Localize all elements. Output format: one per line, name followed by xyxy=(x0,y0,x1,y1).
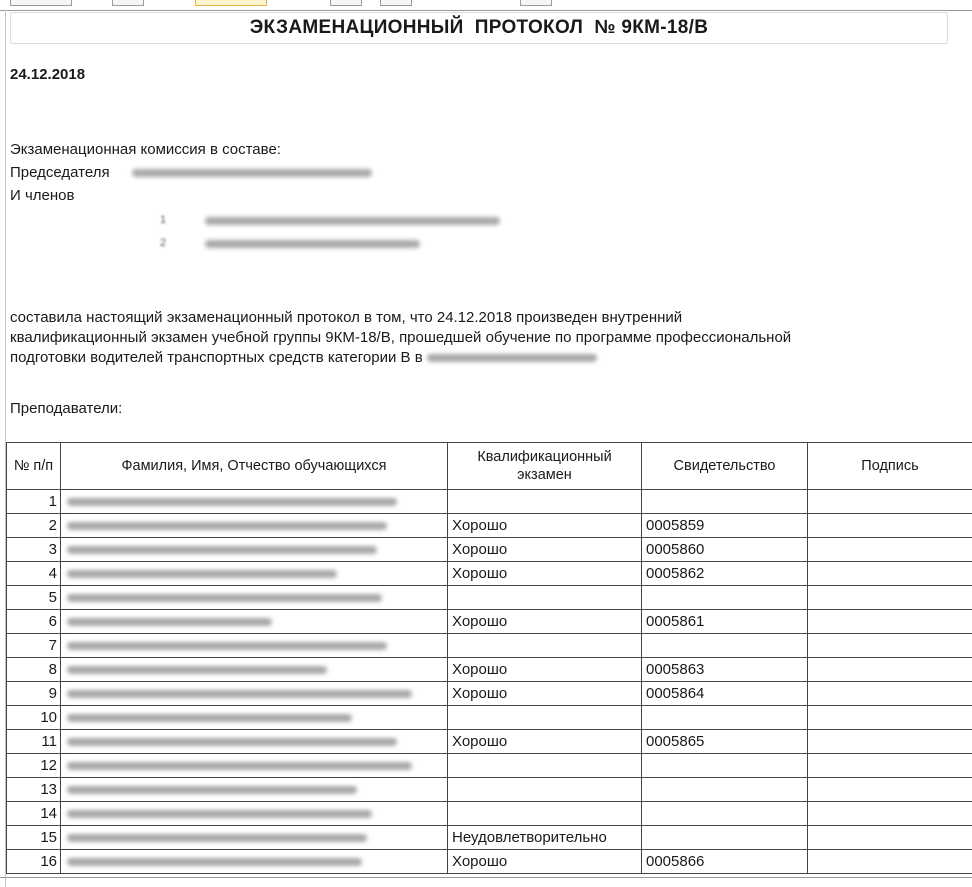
certificate-number: 0005864 xyxy=(642,682,808,706)
row-number: 12 xyxy=(7,754,61,778)
toolbar-tab[interactable] xyxy=(10,0,72,6)
member-number: 1 xyxy=(160,214,167,226)
header-number: № п/п xyxy=(7,443,61,490)
signature-cell xyxy=(808,586,972,610)
commission-label: Экзаменационная комиссия в составе: xyxy=(10,141,281,158)
exam-result xyxy=(448,634,642,658)
signature-cell xyxy=(808,682,972,706)
redacted-student-name xyxy=(67,666,327,674)
paragraph-line-text: подготовки водителей транспортных средств категории В в xyxy=(10,349,423,366)
exam-result: Хорошо xyxy=(448,538,642,562)
redacted-student-name xyxy=(67,642,387,650)
signature-cell xyxy=(808,658,972,682)
certificate-number: 0005859 xyxy=(642,514,808,538)
table-row xyxy=(7,586,972,610)
row-number: 1 xyxy=(7,490,61,514)
header-name: Фамилия, Имя, Отчество обучающихся xyxy=(61,443,448,490)
redacted-student-name xyxy=(67,810,372,818)
toolbar-tab[interactable] xyxy=(330,0,362,6)
student-name-cell xyxy=(61,514,448,538)
signature-cell xyxy=(808,730,972,754)
redacted-student-name xyxy=(67,594,382,602)
exam-result: Неудовлетворительно xyxy=(448,826,642,850)
certificate-number xyxy=(642,706,808,730)
student-name-cell xyxy=(61,778,448,802)
row-number: 14 xyxy=(7,802,61,826)
row-number: 5 xyxy=(7,586,61,610)
student-name-cell xyxy=(61,610,448,634)
table-row xyxy=(7,610,972,634)
signature-cell xyxy=(808,562,972,586)
row-number: 15 xyxy=(7,826,61,850)
row-number: 13 xyxy=(7,778,61,802)
exam-result: Хорошо xyxy=(448,610,642,634)
toolbar-tab-active[interactable] xyxy=(195,0,267,6)
table-row xyxy=(7,562,972,586)
row-number: 8 xyxy=(7,658,61,682)
exam-result: Хорошо xyxy=(448,850,642,874)
certificate-number: 0005860 xyxy=(642,538,808,562)
student-name-cell xyxy=(61,730,448,754)
table-row xyxy=(7,538,972,562)
redacted-student-name xyxy=(67,498,397,506)
toolbar-tab[interactable] xyxy=(112,0,144,6)
student-name-cell xyxy=(61,586,448,610)
signature-cell xyxy=(808,754,972,778)
table-row xyxy=(7,850,972,874)
certificate-number: 0005866 xyxy=(642,850,808,874)
student-name-cell xyxy=(61,562,448,586)
exam-result xyxy=(448,778,642,802)
exam-result: Хорошо xyxy=(448,514,642,538)
table-row xyxy=(7,754,972,778)
signature-cell xyxy=(808,778,972,802)
header-exam: Квалификационный экзамен xyxy=(448,443,642,490)
student-name-cell xyxy=(61,706,448,730)
exam-result xyxy=(448,706,642,730)
student-name-cell xyxy=(61,634,448,658)
row-number: 16 xyxy=(7,850,61,874)
table-row xyxy=(7,490,972,514)
chairman-row xyxy=(10,164,372,181)
redacted-student-name xyxy=(67,786,357,794)
row-number: 11 xyxy=(7,730,61,754)
certificate-number xyxy=(642,586,808,610)
page-bottom-border xyxy=(0,877,972,878)
signature-cell xyxy=(808,802,972,826)
student-name-cell xyxy=(61,490,448,514)
certificate-number: 0005862 xyxy=(642,562,808,586)
toolbar-tab[interactable] xyxy=(380,0,412,6)
exam-result xyxy=(448,586,642,610)
certificate-number: 0005865 xyxy=(642,730,808,754)
members-label: И членов xyxy=(10,187,75,204)
exam-result xyxy=(448,490,642,514)
redacted-student-name xyxy=(67,570,337,578)
signature-cell xyxy=(808,610,972,634)
redacted-member-name xyxy=(205,217,500,225)
redacted-organization-name xyxy=(427,354,597,362)
redacted-student-name xyxy=(67,714,352,722)
table-row xyxy=(7,826,972,850)
redacted-member-name xyxy=(205,240,420,248)
redacted-student-name xyxy=(67,762,412,770)
row-number: 4 xyxy=(7,562,61,586)
student-name-cell xyxy=(61,802,448,826)
paragraph-line: составила настоящий экзаменационный протокол в том, что 24.12.2018 произведен внутренний xyxy=(10,309,683,326)
student-name-cell xyxy=(61,850,448,874)
protocol-date: 24.12.2018 xyxy=(10,66,86,83)
redacted-student-name xyxy=(67,858,362,866)
table-row xyxy=(7,514,972,538)
exam-result: Хорошо xyxy=(448,562,642,586)
toolbar-tab[interactable] xyxy=(520,0,552,6)
paragraph-line: квалификационный экзамен учебной группы 9КМ-18/В, прошедшей обучение по программе профессиональной xyxy=(10,329,792,346)
exam-result: Хорошо xyxy=(448,682,642,706)
signature-cell xyxy=(808,514,972,538)
certificate-number xyxy=(642,754,808,778)
redacted-chairman-name xyxy=(132,169,372,177)
student-name-cell xyxy=(61,826,448,850)
exam-result xyxy=(448,802,642,826)
redacted-student-name xyxy=(67,690,412,698)
row-number: 9 xyxy=(7,682,61,706)
redacted-student-name xyxy=(67,834,367,842)
student-name-cell xyxy=(61,538,448,562)
signature-cell xyxy=(808,490,972,514)
teachers-label: Преподаватели: xyxy=(10,400,123,417)
table-row xyxy=(7,778,972,802)
header-certificate: Свидетельство xyxy=(642,443,808,490)
redacted-student-name xyxy=(67,618,272,626)
certificate-number xyxy=(642,826,808,850)
row-number: 7 xyxy=(7,634,61,658)
table-header-row xyxy=(7,443,972,490)
student-name-cell xyxy=(61,682,448,706)
exam-result xyxy=(448,754,642,778)
redacted-student-name xyxy=(67,738,397,746)
document-title: ЭКЗАМЕНАЦИОННЫЙ ПРОТОКОЛ № 9КМ-18/В xyxy=(10,12,948,44)
students-table xyxy=(6,442,972,874)
redacted-student-name xyxy=(67,546,377,554)
table-row xyxy=(7,658,972,682)
header-signature: Подпись xyxy=(808,443,972,490)
row-number: 6 xyxy=(7,610,61,634)
row-number: 2 xyxy=(7,514,61,538)
row-number: 3 xyxy=(7,538,61,562)
redacted-student-name xyxy=(67,522,387,530)
exam-result: Хорошо xyxy=(448,658,642,682)
signature-cell xyxy=(808,850,972,874)
certificate-number xyxy=(642,802,808,826)
paragraph-line-last xyxy=(10,348,791,368)
chairman-label: Председателя xyxy=(10,164,110,181)
signature-cell xyxy=(808,634,972,658)
signature-cell xyxy=(808,706,972,730)
top-toolbar-strip xyxy=(0,0,972,11)
student-name-cell xyxy=(61,754,448,778)
certificate-number: 0005861 xyxy=(642,610,808,634)
signature-cell xyxy=(808,826,972,850)
certificate-number: 0005863 xyxy=(642,658,808,682)
protocol-paragraph xyxy=(10,308,791,368)
student-name-cell xyxy=(61,658,448,682)
exam-result: Хорошо xyxy=(448,730,642,754)
table-row xyxy=(7,706,972,730)
signature-cell xyxy=(808,538,972,562)
certificate-number xyxy=(642,490,808,514)
certificate-number xyxy=(642,778,808,802)
table-row xyxy=(7,682,972,706)
row-number: 10 xyxy=(7,706,61,730)
table-row xyxy=(7,634,972,658)
table-row xyxy=(7,730,972,754)
table-row xyxy=(7,802,972,826)
certificate-number xyxy=(642,634,808,658)
member-number: 2 xyxy=(160,237,167,249)
